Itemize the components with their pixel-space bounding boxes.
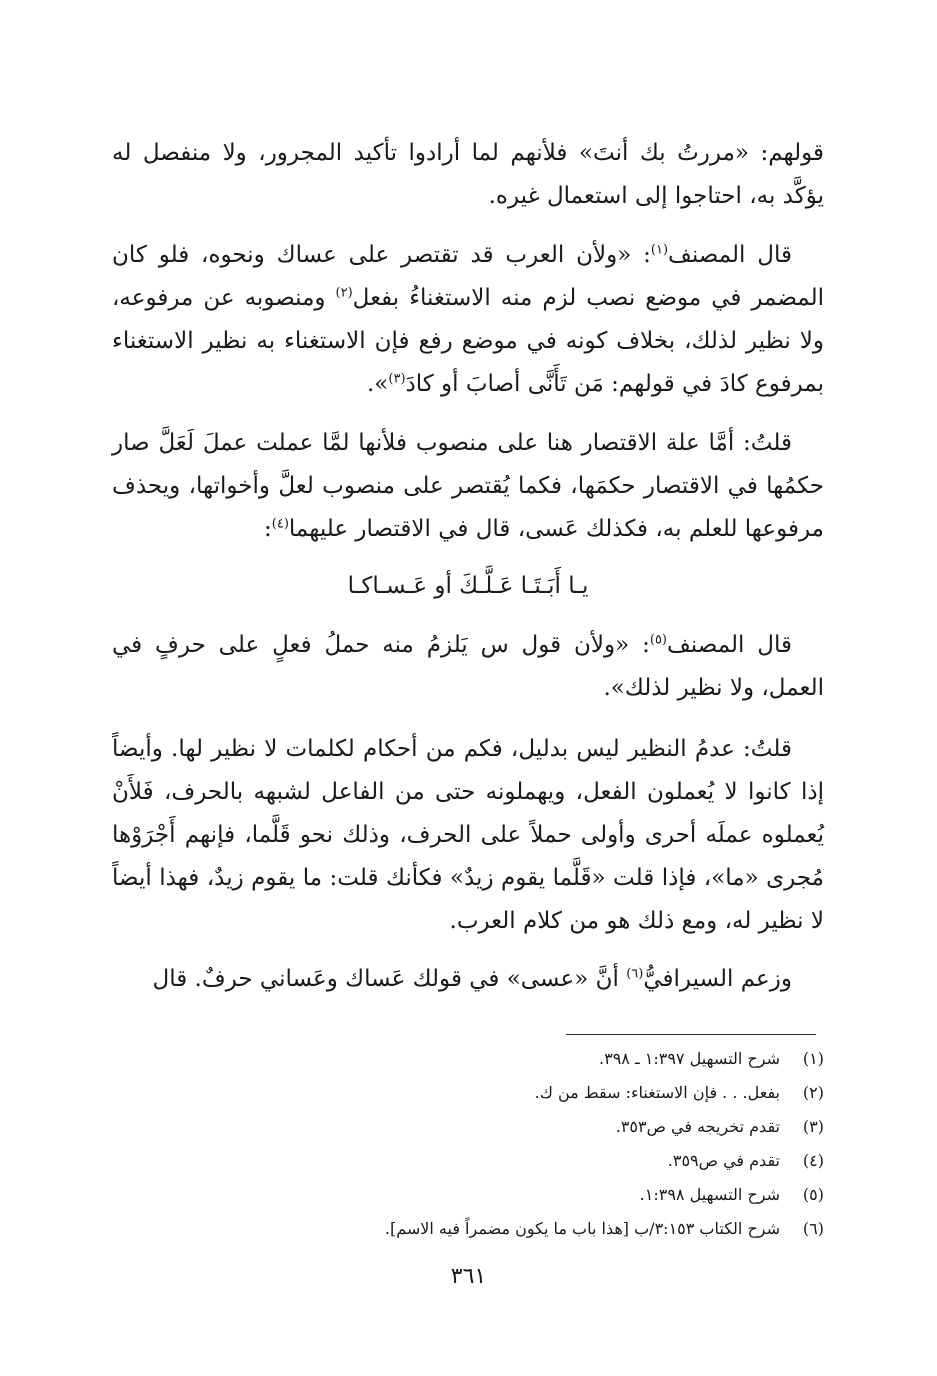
footnote-ref[interactable]: (٣) — [388, 371, 406, 387]
text-run: قال المصنف — [667, 632, 792, 658]
paragraph-text — [112, 624, 824, 710]
footnote-item — [112, 1178, 824, 1212]
footnote-number: (١) — [802, 1049, 824, 1068]
footnote-number: (٣) — [802, 1117, 824, 1136]
footnote-ref[interactable]: (١) — [650, 242, 669, 258]
footnote-text: تقدم تخريجه في ص٣٥٣. — [615, 1117, 780, 1136]
text-run: قال المصنف — [668, 242, 793, 268]
paragraph-4 — [112, 624, 824, 710]
paragraph-text — [112, 958, 824, 1001]
footnote-item — [112, 1212, 824, 1246]
text-run: : «ولأن العرب قد تقتصر على عساك ونحوه، فلو كان المضمر في موضع نصب لزم منه الاستغناءُ بفعل — [112, 242, 824, 311]
footnote-text: بفعل. . . فإن الاستغناء: سقط من ك. — [534, 1083, 780, 1102]
footnote-number: (٤) — [802, 1151, 824, 1170]
footnote-text: شرح التسهيل ١:٣٩٧ ـ ٣٩٨. — [599, 1049, 780, 1068]
paragraph-3 — [112, 422, 824, 551]
paragraph-2 — [112, 234, 824, 406]
footnote-item — [112, 1144, 824, 1178]
footnote-item — [112, 1042, 824, 1076]
footnote-ref[interactable]: (٢) — [335, 285, 353, 301]
paragraph-6 — [112, 958, 824, 1001]
footnote-ref[interactable]: (٦) — [626, 966, 644, 982]
paragraph-text: قولهم: «مررتُ بك أنتَ» فلأنهم لما أرادوا تأكيد المجرور، ولا منفصل له يؤكَّد به، احتاجوا إلى استعمال غيره. — [112, 140, 824, 209]
paragraph-5 — [112, 728, 824, 943]
footnote-text: شرح التسهيل ١:٣٩٨. — [639, 1185, 780, 1204]
text-run: ». — [366, 371, 389, 397]
paragraph-text — [112, 234, 824, 406]
footnote-number: (٢) — [802, 1083, 824, 1102]
text-run: : «ولأن قول س يَلزمُ منه حملُ فعلٍ على حرفٍ في العمل، ولا نظير لذلك». — [112, 632, 824, 701]
footnote-separator — [566, 1034, 816, 1035]
footnote-item — [112, 1110, 824, 1144]
page-number: ٣٦١ — [450, 1264, 487, 1289]
paragraph-text — [112, 422, 824, 551]
footnote-text: تقدم في ص٣٥٩. — [667, 1151, 780, 1170]
text-run: : — [264, 516, 272, 542]
poetry-verse: يـا أَبَـتَـا عَـلَّـكَ أو عَـسـاكـا — [347, 573, 589, 599]
footnote-ref[interactable]: (٤) — [271, 516, 289, 532]
paragraph-1 — [112, 132, 824, 218]
footnote-ref[interactable]: (٥) — [649, 632, 667, 648]
text-run: وزعم السيرافيُّ — [643, 966, 792, 992]
paragraph-text: قلتُ: عدمُ النظير ليس بدليل، فكم من أحكام لكلمات لا نظير لها. وأيضاً إذا كانوا لا يُعملون الفعل، ويهملونه حتى من الفاعل لشبهه بالحرف، فَلأَنْ يُعملوه عملَه أحرى وأولى حملاً على الحرف، وذلك نحو قَلَّما، فإنهم أَجْرَوْها مُجرى «ما»، فإذا قلت «قَلَّما يقوم زيدٌ» فكأنك قلت: ما يقوم زيدٌ، فهذا أيضاً لا نظير له، ومع ذلك هو من كلام العرب. — [112, 736, 824, 934]
footnote-number: (٦) — [802, 1219, 824, 1238]
text-run: ومنصوبه عن مرفوعه، ولا نظير لذلك، بخلاف كونه في موضع رفع فإن الاستغناء به نظير الاستغناء بمرفوع كادَ في قولهم: مَن تَأَنَّى أصابَ أو كادَ — [112, 285, 824, 397]
footnote-item — [112, 1076, 824, 1110]
footnote-text: شرح الكتاب ٣:١٥٣/ب [هذا باب ما يكون مضمراً فيه الاسم]. — [384, 1219, 780, 1238]
text-run: أنَّ «عسى» في قولك عَساك وعَساني حرفٌ. قال — [152, 966, 627, 992]
footnote-number: (٥) — [802, 1185, 824, 1204]
text-run: قلتُ: أمَّا علة الاقتصار هنا على منصوب فلأنها لمَّا عملت عملَ لَعَلَّ صار حكمُها في الاقتصار حكمَها، فكما يُقتصر على منصوب لعلَّ وأخواتها، ويحذف مرفوعها للعلم به، فكذلك عَسى، قال في الاقتصار عليهما — [112, 430, 824, 542]
footnotes-list — [112, 1042, 824, 1246]
